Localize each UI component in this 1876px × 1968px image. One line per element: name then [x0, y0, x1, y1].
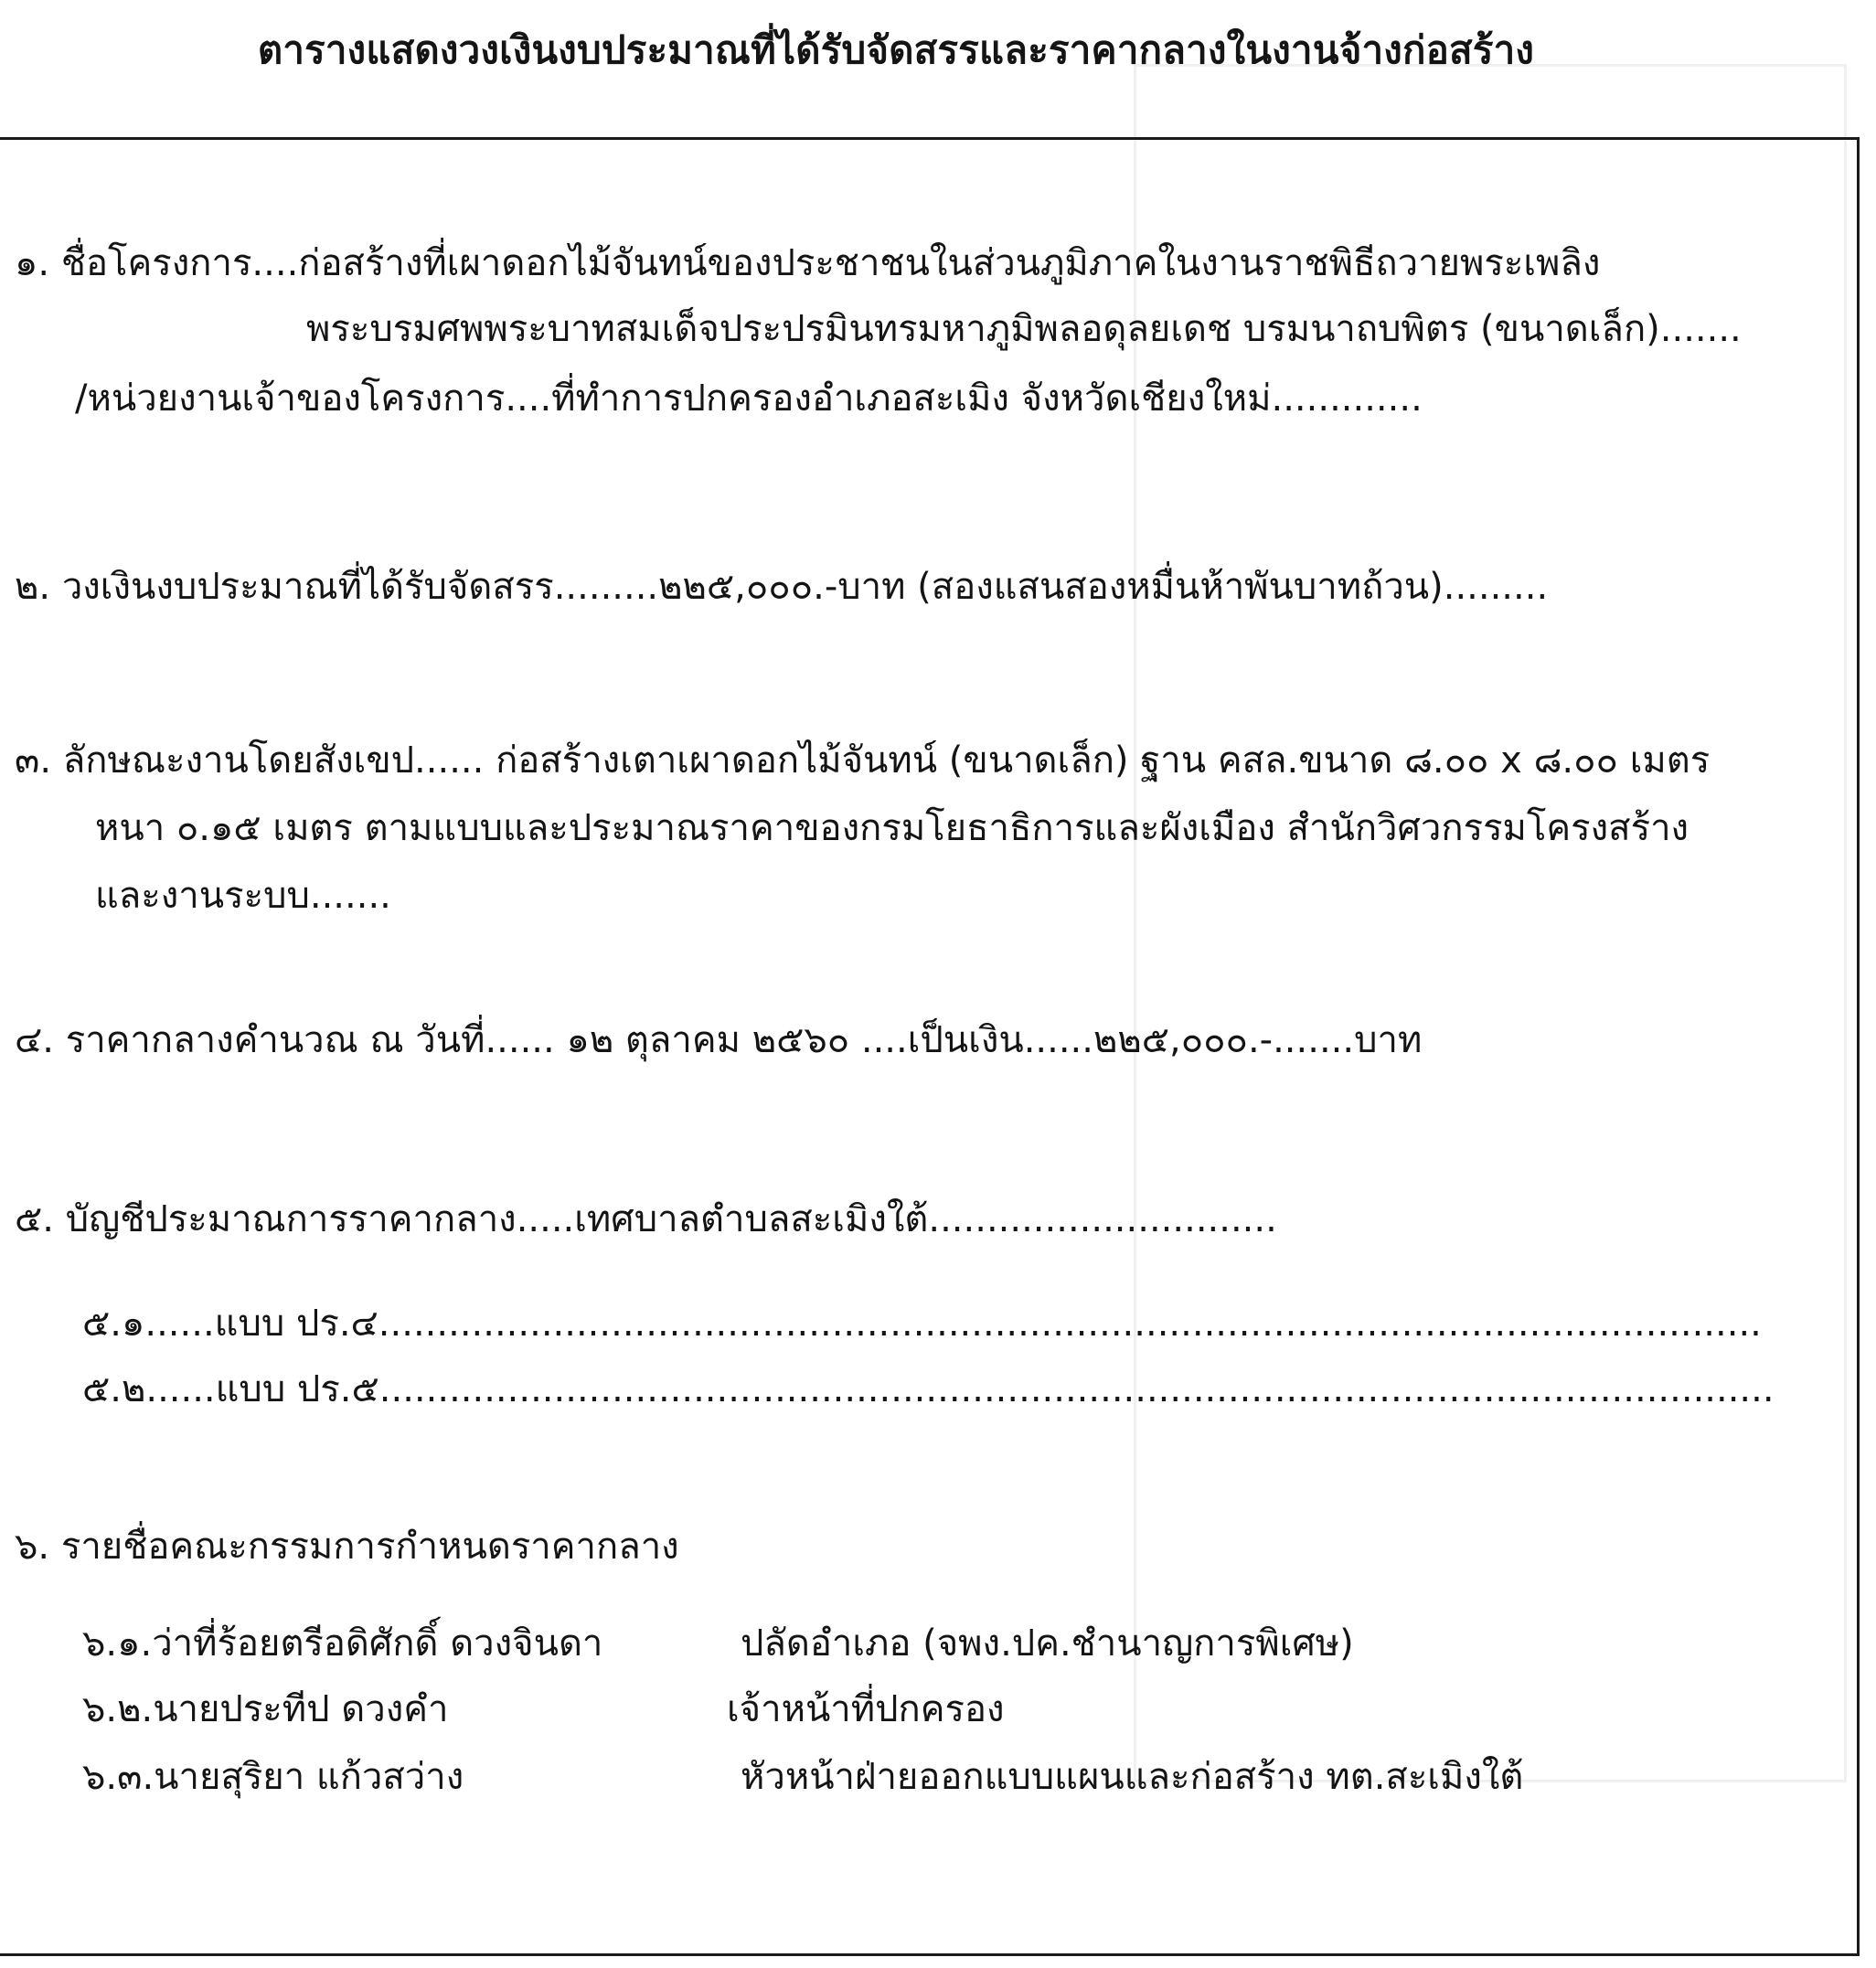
section-6 [15, 1526, 679, 1568]
section-2-line-1: วงเงินงบประมาณที่ได้รับจัดสรร.........๒๒๕,๐๐๐.-บาท (สองแสนสองหมื่นห้าพันบาทถ้วน)......... [61, 566, 1549, 608]
section-5-item-2: ๕.๒......แบบ ปร.๕........................................................................................................................ [82, 1368, 1775, 1410]
section-5 [15, 1198, 1277, 1240]
section-6-line-1: รายชื่อคณะกรรมการกำหนดราคากลาง [60, 1526, 679, 1568]
section-2 [15, 566, 1549, 608]
section-4-line-1: ราคากลางคำนวณ ณ วันที่...... ๑๒ ตุลาคม ๒๕๖๐ ....เป็นเงิน......๒๒๕,๐๐๐.-.......บาท [65, 1019, 1423, 1061]
section-1-number: ๑. [15, 242, 50, 284]
section-4 [15, 1019, 1423, 1061]
section-4-number: ๔. [15, 1019, 54, 1061]
section-3-line-1: ลักษณะงานโดยสังเขป...... ก่อสร้างเตาเผาดอกไม้จันทน์ (ขนาดเล็ก) ฐาน คสล.ขนาด ๘.๐๐ x ๘.๐๐ เมตร [62, 739, 1711, 782]
committee-member-1-position: ปลัดอำเภอ (จพง.ปค.ชำนาญการพิเศษ) [741, 1622, 1354, 1665]
section-3-line-2: หนา ๐.๑๕ เมตร ตามแบบและประมาณราคาของกรมโยธาธิการและผังเมือง สำนักวิศวกรรมโครงสร้าง [95, 807, 1689, 849]
section-5-number: ๕. [15, 1198, 54, 1240]
committee-member-2-name: ๖.๒.นายประทีป ดวงคำ [82, 1688, 449, 1730]
section-3-number: ๓. [15, 739, 52, 782]
section-5-item-1: ๕.๑......แบบ ปร.๔....................................................................................................................... [82, 1303, 1762, 1345]
section-6-number: ๖. [15, 1526, 50, 1568]
section-1-line-2: พระบรมศพพระบาทสมเด็จประปรมินทรมหาภูมิพลอดุลยเดช บรมนาถบพิตร (ขนาดเล็ก)....... [306, 308, 1742, 350]
committee-member-2-position: เจ้าหน้าที่ปกครอง [727, 1688, 1005, 1730]
section-1 [15, 242, 1601, 284]
section-3-line-3: และงานระบบ....... [95, 875, 391, 917]
section-2-number: ๒. [15, 566, 51, 608]
section-3 [15, 739, 1711, 782]
committee-member-3-position: หัวหน้าฝ่ายออกแบบแผนและก่อสร้าง ทต.สะเมิงใต้ [741, 1756, 1524, 1798]
section-1-line-1: ชื่อโครงการ....ก่อสร้างที่เผาดอกไม้จันทน์ของประชาชนในส่วนภูมิภาคในงานราชพิธีถวายพระเพลิง [60, 242, 1601, 284]
committee-member-3-name: ๖.๓.นายสุริยา แก้วสว่าง [82, 1756, 464, 1798]
section-1-line-3: /หน่วยงานเจ้าของโครงการ....ที่ทำการปกครองอำเภอสะเมิง จังหวัดเชียงใหม่............. [75, 378, 1423, 420]
committee-member-1-name: ๖.๑.ว่าที่ร้อยตรีอดิศักดิ์ ดวงจินดา [82, 1622, 603, 1665]
document-title: ตารางแสดงวงเงินงบประมาณที่ได้รับจัดสรรและราคากลางในงานจ้างก่อสร้าง [257, 27, 1535, 72]
section-5-line-1: บัญชีประมาณการราคากลาง.....เทศบาลตำบลสะเมิงใต้.............................. [65, 1198, 1277, 1240]
